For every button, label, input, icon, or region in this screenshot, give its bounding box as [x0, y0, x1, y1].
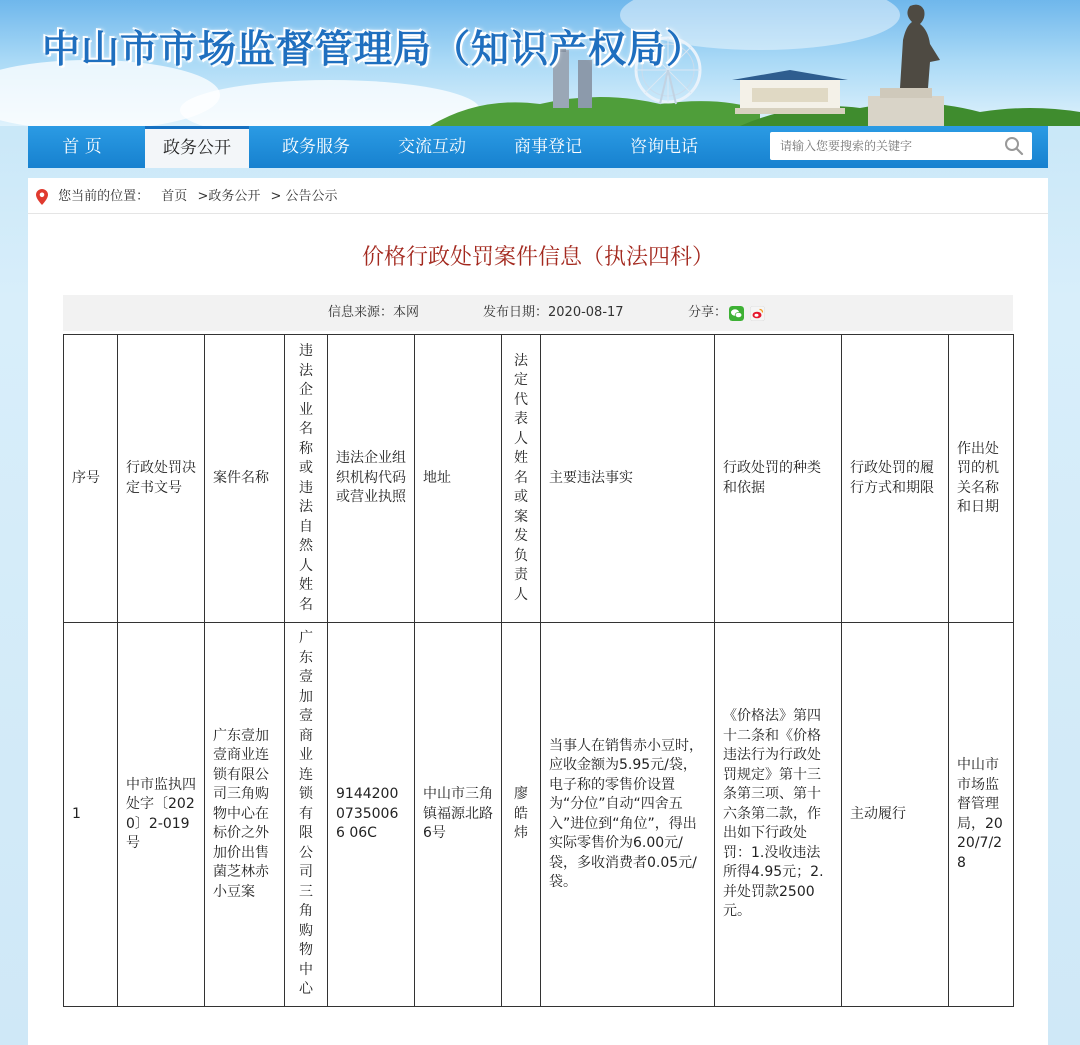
search-box: [770, 132, 1032, 160]
table-cell-index: 1: [64, 623, 118, 1007]
site-banner: [0, 0, 1080, 126]
article-meta-bar: [63, 295, 1013, 331]
wechat-icon[interactable]: [729, 306, 744, 321]
nav-government-services[interactable]: 政务服务: [282, 137, 350, 157]
table-cell-legal-rep-text: 廖皓炜: [514, 786, 528, 842]
publish-date: 发布日期：2020-08-17: [483, 305, 624, 320]
table-cell-license-code: 914420007350066 06C: [328, 623, 415, 1007]
table-header-cell: 案件名称: [205, 335, 285, 623]
table-header-cell: 序号: [64, 335, 118, 623]
table-cell-company-name-text: 广东壹加壹商业连锁有限公司三角购物中心: [299, 630, 313, 998]
table-row: [64, 623, 1014, 1007]
table-header-cell: [502, 335, 541, 623]
nav-government-affairs-public[interactable]: 政务公开: [145, 126, 249, 168]
search-input[interactable]: [770, 132, 1000, 160]
table-header-cell: 行政处罚决定书文号: [118, 335, 205, 623]
nav-hotline[interactable]: 咨询电话: [630, 137, 698, 157]
info-source: 信息来源：本网: [328, 305, 420, 320]
penalty-case-table: [63, 334, 1014, 1007]
breadcrumb-home[interactable]: 首页: [161, 189, 188, 204]
nav-home[interactable]: 首 页: [62, 137, 102, 157]
table-cell-authority-date: 中山市市场监督管理局，2020/7/28: [949, 623, 1014, 1007]
table-header-text: 法定代表人姓名或案发负责人: [514, 352, 528, 603]
content-panel: [28, 178, 1048, 1045]
table-header-cell: 地址: [415, 335, 502, 623]
share-label: 分享：: [688, 305, 728, 320]
table-header-row: [64, 335, 1014, 623]
site-title: 中山市市场监督管理局（知识产权局）: [42, 27, 706, 71]
table-header-cell: 行政处罚的种类和依据: [715, 335, 842, 623]
article-title: 价格行政处罚案件信息（执法四科）: [361, 245, 714, 270]
weibo-icon[interactable]: [750, 306, 765, 321]
table-cell-penalty-basis: 《价格法》第四十二条和《价格违法行为行政处罚规定》第十三条第三项、第十六条第二款，作出如下行政处罚：1.没收违法所得4.95元；2.并处罚款2500元。: [715, 623, 842, 1007]
breadcrumb-announcements[interactable]: > 公告公示: [270, 189, 338, 204]
nav-business-registration[interactable]: 商事登记: [514, 137, 582, 157]
breadcrumb-divider: [28, 213, 1048, 214]
table-cell-case-name: 广东壹加壹商业连锁有限公司三角购物中心在标价之外加价出售菌芝林赤小豆案: [205, 623, 285, 1007]
table-cell-legal-rep: [502, 623, 541, 1007]
table-cell-company-name: [285, 623, 328, 1007]
nav-interaction[interactable]: 交流互动: [398, 137, 466, 157]
table-header-cell: 主要违法事实: [541, 335, 715, 623]
breadcrumb-prefix: 您当前的位置：: [58, 189, 150, 204]
table-cell-fulfillment: 主动履行: [842, 623, 949, 1007]
table-header-cell: 作出处罚的机关名称和日期: [949, 335, 1014, 623]
search-icon[interactable]: [1004, 136, 1024, 156]
table-header-cell: [285, 335, 328, 623]
main-nav: [28, 126, 1048, 168]
breadcrumb: [36, 186, 338, 208]
table-header-text: 违法企业名称或违法自然人姓名: [299, 343, 313, 613]
table-cell-decision-number: 中市监执四处字〔2020〕2-019号: [118, 623, 205, 1007]
location-pin-icon: [36, 189, 48, 205]
table-header-cell: 行政处罚的履行方式和期限: [842, 335, 949, 623]
table-cell-address: 中山市三角镇福源北路6号: [415, 623, 502, 1007]
table-cell-violation-facts: 当事人在销售赤小豆时，应收金额为5.95元/袋，电子称的零售价设置为“分位”自动“四舍五入”进位到“角位”，得出实际零售价为6.00元/袋，多收消费者0.05元/袋。: [541, 623, 715, 1007]
table-header-cell: 违法企业组织机构代码或营业执照: [328, 335, 415, 623]
breadcrumb-government-affairs[interactable]: >政务公开: [197, 189, 261, 204]
